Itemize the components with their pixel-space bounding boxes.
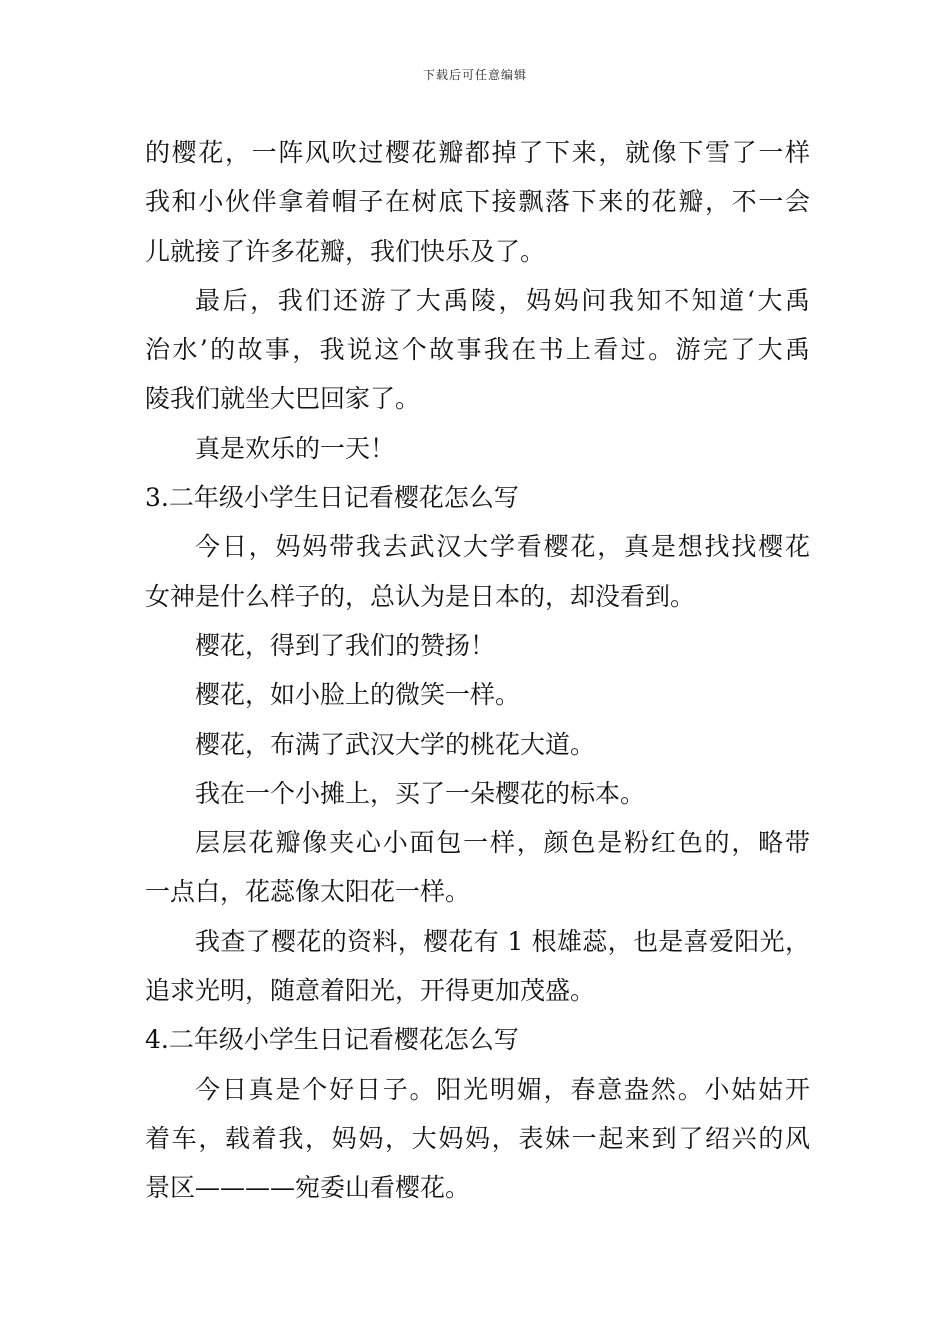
text-line: 景区————宛委山看樱花。: [145, 1173, 471, 1203]
text-line: 的樱花，一阵风吹过樱花瓣都掉了下来，就像下雪了一样: [145, 138, 810, 167]
text-line: 3.二年级小学生日记看樱花怎么写: [145, 483, 519, 513]
text-line: 着车，载着我，妈妈，大妈妈，表妹一起来到了绍兴的风: [145, 1123, 810, 1153]
text-line: 陵我们就坐大巴回家了。: [145, 384, 421, 414]
text-line: 今日真是个好日子。阳光明媚，春意盎然。小姑姑开: [195, 1074, 810, 1104]
text-line: 樱花，得到了我们的赞扬！: [195, 630, 496, 660]
text-line: 一点白，花蕊像太阳花一样。: [145, 877, 471, 907]
text-line: 儿就接了许多花瓣，我们快乐及了。: [145, 236, 546, 266]
text-line: 层层花瓣像夹心小面包一样，颜色是粉红色的，略带: [195, 828, 810, 858]
text-line: 樱花，布满了武汉大学的桃花大道。: [195, 729, 596, 759]
text-line: 樱花，如小脸上的微笑一样。: [195, 680, 521, 710]
page-header: 下载后可任意编辑: [422, 68, 527, 82]
text-line: 治水’的故事，我说这个故事我在书上看过。游完了大禹: [145, 335, 810, 365]
text-line: 追求光明，随意着阳光，开得更加茂盛。: [145, 976, 596, 1006]
text-line: 今日，妈妈带我去武汉大学看樱花，真是想找找樱花: [195, 532, 810, 562]
document-body: [145, 128, 810, 1213]
text-line: 最后，我们还游了大禹陵，妈妈问我知不知道‘大禹: [195, 285, 810, 315]
text-line: 我和小伙伴拿着帽子在树底下接飘落下来的花瓣，不一会: [145, 187, 810, 217]
text-line: 我在一个小摊上，买了一朵樱花的标本。: [195, 778, 646, 808]
text-line: 真是欢乐的一天！: [195, 433, 396, 463]
text-line: 4.二年级小学生日记看樱花怎么写: [145, 1025, 519, 1055]
text-line: 女神是什么样子的，总认为是日本的，却没看到。: [145, 581, 696, 611]
text-line: 我查了樱花的资料，樱花有 1 根雄蕊，也是喜爱阳光，: [195, 926, 810, 956]
